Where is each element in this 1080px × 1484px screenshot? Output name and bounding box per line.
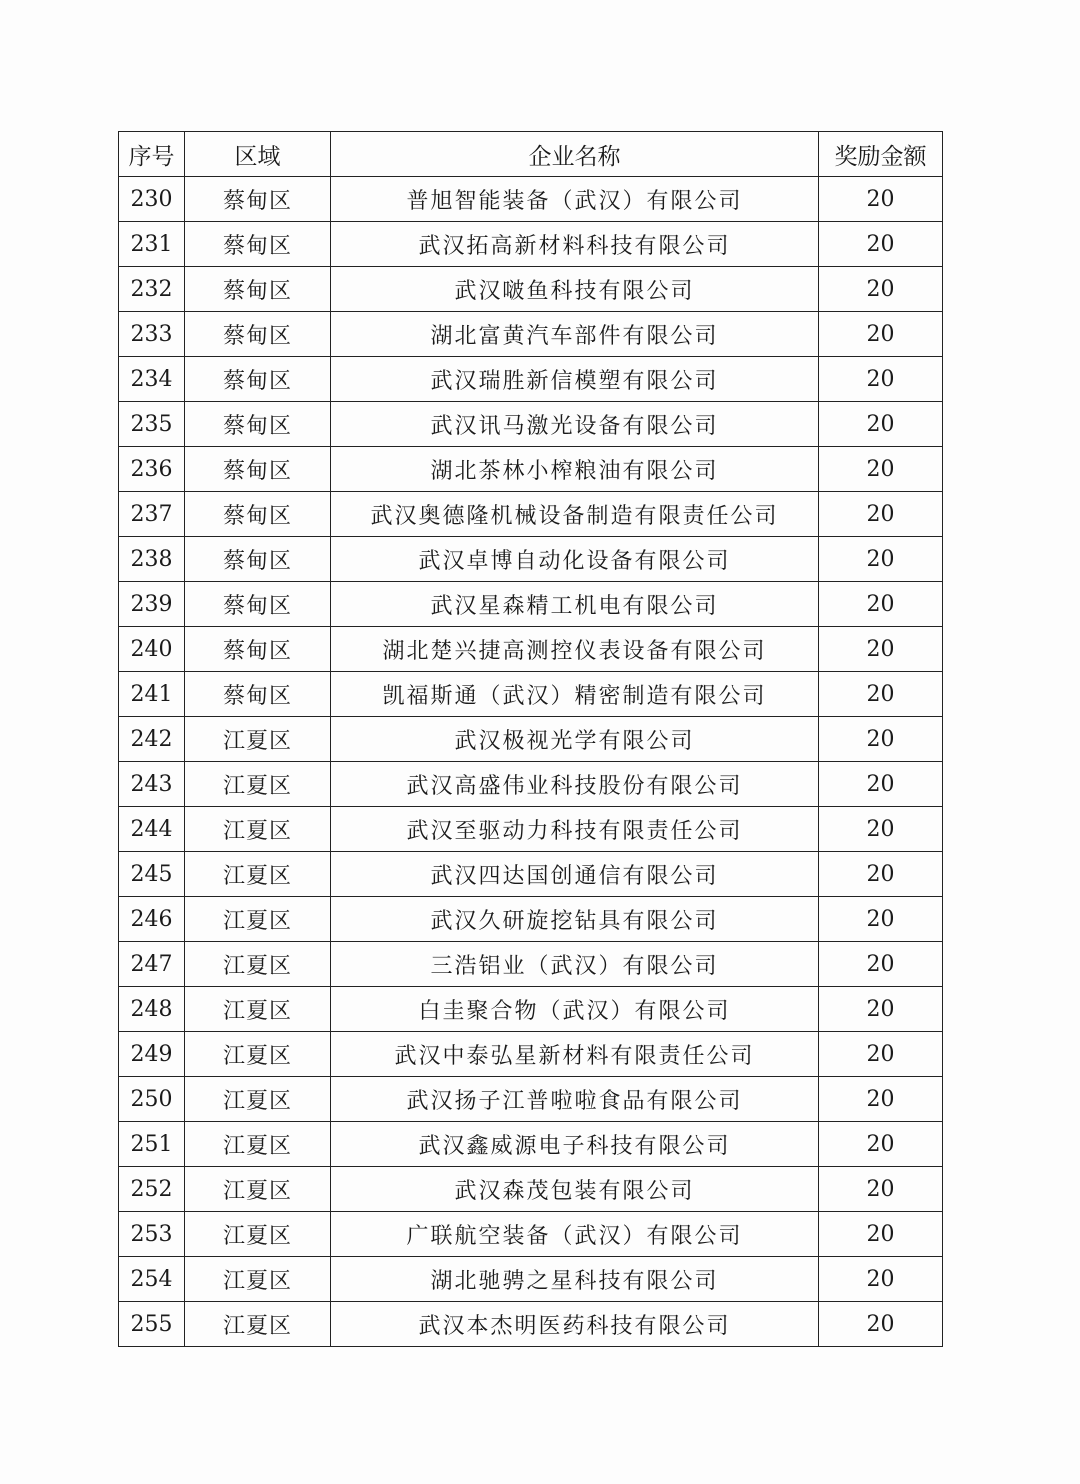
header-no: 序号 [119, 132, 185, 177]
row-region: 蔡甸区 [185, 402, 331, 447]
row-region: 蔡甸区 [185, 537, 331, 582]
row-award-amount: 20 [819, 762, 943, 807]
row-number: 245 [119, 852, 185, 897]
row-region: 蔡甸区 [185, 267, 331, 312]
row-region: 蔡甸区 [185, 312, 331, 357]
row-company-name: 白圭聚合物（武汉）有限公司 [331, 987, 819, 1032]
row-region: 江夏区 [185, 1302, 331, 1347]
row-number: 238 [119, 537, 185, 582]
row-number: 235 [119, 402, 185, 447]
row-number: 253 [119, 1212, 185, 1257]
row-award-amount: 20 [819, 1212, 943, 1257]
row-company-name: 武汉极视光学有限公司 [331, 717, 819, 762]
row-award-amount: 20 [819, 1257, 943, 1302]
row-company-name: 武汉讯马激光设备有限公司 [331, 402, 819, 447]
table-row [119, 672, 943, 717]
row-company-name: 武汉本杰明医药科技有限公司 [331, 1302, 819, 1347]
header-amount: 奖励金额 [819, 132, 943, 177]
row-region: 江夏区 [185, 1257, 331, 1302]
row-number: 241 [119, 672, 185, 717]
table-row [119, 402, 943, 447]
table-row [119, 762, 943, 807]
row-region: 江夏区 [185, 1167, 331, 1212]
table-row [119, 222, 943, 267]
row-region: 蔡甸区 [185, 492, 331, 537]
row-award-amount: 20 [819, 222, 943, 267]
row-award-amount: 20 [819, 1302, 943, 1347]
row-award-amount: 20 [819, 492, 943, 537]
row-number: 252 [119, 1167, 185, 1212]
row-award-amount: 20 [819, 312, 943, 357]
row-award-amount: 20 [819, 447, 943, 492]
row-award-amount: 20 [819, 852, 943, 897]
row-company-name: 湖北富黄汽车部件有限公司 [331, 312, 819, 357]
row-award-amount: 20 [819, 267, 943, 312]
row-company-name: 武汉瑞胜新信模塑有限公司 [331, 357, 819, 402]
row-award-amount: 20 [819, 807, 943, 852]
row-region: 江夏区 [185, 987, 331, 1032]
row-company-name: 武汉啵鱼科技有限公司 [331, 267, 819, 312]
row-region: 江夏区 [185, 807, 331, 852]
row-region: 江夏区 [185, 1212, 331, 1257]
row-region: 蔡甸区 [185, 672, 331, 717]
row-award-amount: 20 [819, 1077, 943, 1122]
row-company-name: 武汉卓博自动化设备有限公司 [331, 537, 819, 582]
row-number: 234 [119, 357, 185, 402]
table-row [119, 1077, 943, 1122]
row-region: 江夏区 [185, 1032, 331, 1077]
row-number: 232 [119, 267, 185, 312]
row-number: 255 [119, 1302, 185, 1347]
table-row [119, 267, 943, 312]
table-row [119, 717, 943, 762]
table-row [119, 357, 943, 402]
table-row [119, 537, 943, 582]
row-region: 蔡甸区 [185, 177, 331, 222]
row-region: 江夏区 [185, 1122, 331, 1167]
table-row [119, 1167, 943, 1212]
row-award-amount: 20 [819, 582, 943, 627]
table-row [119, 942, 943, 987]
table-row [119, 807, 943, 852]
row-award-amount: 20 [819, 1032, 943, 1077]
row-company-name: 武汉扬子江普啦啦食品有限公司 [331, 1077, 819, 1122]
row-company-name: 武汉星森精工机电有限公司 [331, 582, 819, 627]
row-award-amount: 20 [819, 627, 943, 672]
table-row [119, 1212, 943, 1257]
header-company: 企业名称 [331, 132, 819, 177]
row-number: 251 [119, 1122, 185, 1167]
row-company-name: 武汉鑫威源电子科技有限公司 [331, 1122, 819, 1167]
table-header-row [119, 132, 943, 177]
row-region: 江夏区 [185, 717, 331, 762]
row-region: 蔡甸区 [185, 222, 331, 267]
row-award-amount: 20 [819, 357, 943, 402]
row-number: 243 [119, 762, 185, 807]
row-company-name: 武汉森茂包装有限公司 [331, 1167, 819, 1212]
row-number: 230 [119, 177, 185, 222]
row-award-amount: 20 [819, 942, 943, 987]
row-award-amount: 20 [819, 987, 943, 1032]
row-number: 249 [119, 1032, 185, 1077]
row-number: 231 [119, 222, 185, 267]
table-row [119, 1122, 943, 1167]
header-region: 区域 [185, 132, 331, 177]
row-number: 240 [119, 627, 185, 672]
table-row [119, 312, 943, 357]
row-region: 江夏区 [185, 852, 331, 897]
table-row [119, 897, 943, 942]
row-company-name: 武汉拓高新材料科技有限公司 [331, 222, 819, 267]
table-row [119, 177, 943, 222]
row-number: 236 [119, 447, 185, 492]
award-table [118, 131, 943, 1347]
row-award-amount: 20 [819, 717, 943, 762]
row-region: 江夏区 [185, 1077, 331, 1122]
row-company-name: 武汉至驱动力科技有限责任公司 [331, 807, 819, 852]
table-row [119, 1032, 943, 1077]
row-number: 239 [119, 582, 185, 627]
table-row [119, 492, 943, 537]
row-region: 蔡甸区 [185, 447, 331, 492]
row-company-name: 湖北驰骋之星科技有限公司 [331, 1257, 819, 1302]
row-award-amount: 20 [819, 402, 943, 447]
row-region: 蔡甸区 [185, 357, 331, 402]
row-number: 244 [119, 807, 185, 852]
row-region: 蔡甸区 [185, 582, 331, 627]
row-region: 江夏区 [185, 942, 331, 987]
table-row [119, 852, 943, 897]
row-award-amount: 20 [819, 537, 943, 582]
row-company-name: 普旭智能装备（武汉）有限公司 [331, 177, 819, 222]
row-region: 江夏区 [185, 762, 331, 807]
table-row [119, 447, 943, 492]
row-number: 248 [119, 987, 185, 1032]
row-award-amount: 20 [819, 672, 943, 717]
row-company-name: 武汉中泰弘星新材料有限责任公司 [331, 1032, 819, 1077]
row-award-amount: 20 [819, 1122, 943, 1167]
row-region: 江夏区 [185, 897, 331, 942]
row-number: 237 [119, 492, 185, 537]
row-award-amount: 20 [819, 177, 943, 222]
row-company-name: 武汉奥德隆机械设备制造有限责任公司 [331, 492, 819, 537]
row-number: 246 [119, 897, 185, 942]
row-company-name: 湖北茶林小榨粮油有限公司 [331, 447, 819, 492]
table-row [119, 582, 943, 627]
row-number: 242 [119, 717, 185, 762]
table-row [119, 1302, 943, 1347]
row-number: 233 [119, 312, 185, 357]
row-number: 247 [119, 942, 185, 987]
row-company-name: 武汉高盛伟业科技股份有限公司 [331, 762, 819, 807]
row-award-amount: 20 [819, 1167, 943, 1212]
row-region: 蔡甸区 [185, 627, 331, 672]
table-row [119, 987, 943, 1032]
row-award-amount: 20 [819, 897, 943, 942]
row-company-name: 武汉久研旋挖钻具有限公司 [331, 897, 819, 942]
row-number: 254 [119, 1257, 185, 1302]
table-row [119, 627, 943, 672]
row-company-name: 武汉四达国创通信有限公司 [331, 852, 819, 897]
row-number: 250 [119, 1077, 185, 1122]
row-company-name: 三浩铝业（武汉）有限公司 [331, 942, 819, 987]
row-company-name: 湖北楚兴捷高测控仪表设备有限公司 [331, 627, 819, 672]
table-row [119, 1257, 943, 1302]
row-company-name: 凯福斯通（武汉）精密制造有限公司 [331, 672, 819, 717]
table-body [119, 177, 943, 1347]
row-company-name: 广联航空装备（武汉）有限公司 [331, 1212, 819, 1257]
